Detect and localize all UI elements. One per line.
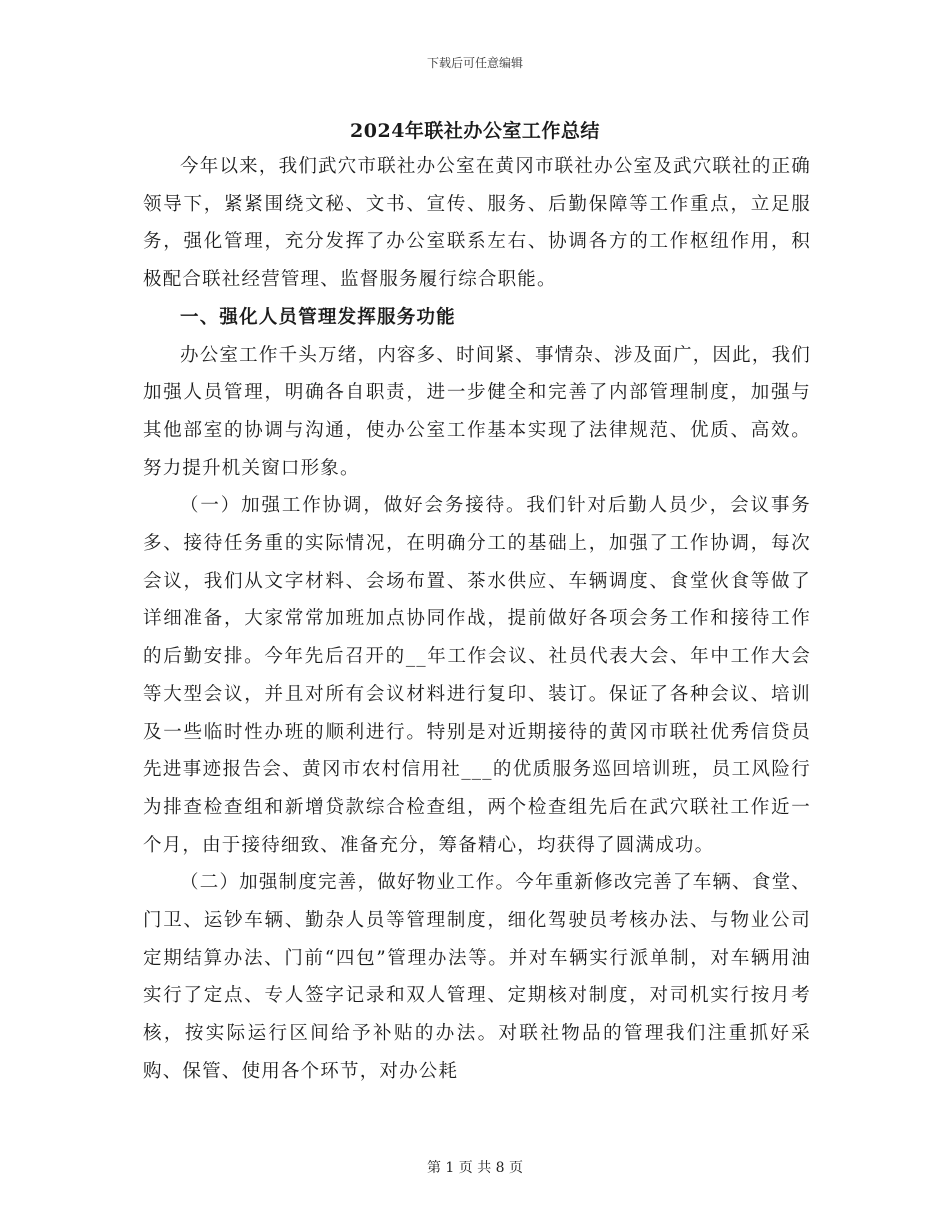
intro-paragraph: 今年以来，我们武穴市联社办公室在黄冈市联社办公室及武穴联社的正确领导下，紧紧围绕文秘、文书、宣传、服务、后勤保障等工作重点，立足服务，强化管理，充分发挥了办公室联系左右、协调各方的工作枢纽作用，积极配合联社经营管理、监督服务履行综合职能。 <box>143 156 811 291</box>
header-note: 下载后可任意编辑 <box>426 56 523 70</box>
document-title: 2024年联社办公室工作总结 <box>350 120 600 142</box>
subsection-2-paragraph: （二）加强制度完善，做好物业工作。今年重新修改完善了车辆、食堂、门卫、运钞车辆、勤杂人员等管理制度，细化驾驶员考核办法、与物业公司定期结算办法、门前“四包”管理办法等。并对车辆实行派单制，对车辆用油实行了定点、专人签字记录和双人管理、定期核对制度，对司机实行按月考核，按实际运行区间给予补贴的办法。对联社物品的管理我们注重抓好采购、保管、使用各个环节，对办公耗 <box>143 872 811 1082</box>
page-footer: 第 1 页 共 8 页 <box>426 1160 524 1176</box>
document-body <box>143 148 811 1091</box>
subsection-1-paragraph: （一）加强工作协调，做好会务接待。我们针对后勤人员少，会议事务多、接待任务重的实际情况，在明确分工的基础上，加强了工作协调，每次会议，我们从文字材料、会场布置、茶水供应、车辆调度、食堂伙食等做了详细准备，大家常常加班加点协同作战，提前做好各项会务工作和接待工作的后勤安排。今年先后召开的__年工作会议、社员代表大会、年中工作大会等大型会议，并且对所有会议材料进行复印、装订。保证了各种会议、培训及一些临时性办班的顺利进行。特别是对近期接待的黄冈市联社优秀信贷员先进事迹报告会、黄冈市农村信用社___的优质服务巡回培训班，员工风险行为排查检查组和新增贷款综合检查组，两个检查组先后在武穴联社工作近一个月，由于接待细致、准备充分，筹备精心，均获得了圆满成功。 <box>143 495 811 856</box>
section-1-paragraph: 办公室工作千头万绪，内容多、时间紧、事情杂、涉及面广，因此，我们加强人员管理，明确各自职责，进一步健全和完善了内部管理制度，加强与其他部室的协调与沟通，使办公室工作基本实现了法律规范、优质、高效。努力提升机关窗口形象。 <box>143 344 811 479</box>
section-heading-1: 一、强化人员管理发挥服务功能 <box>180 306 456 328</box>
